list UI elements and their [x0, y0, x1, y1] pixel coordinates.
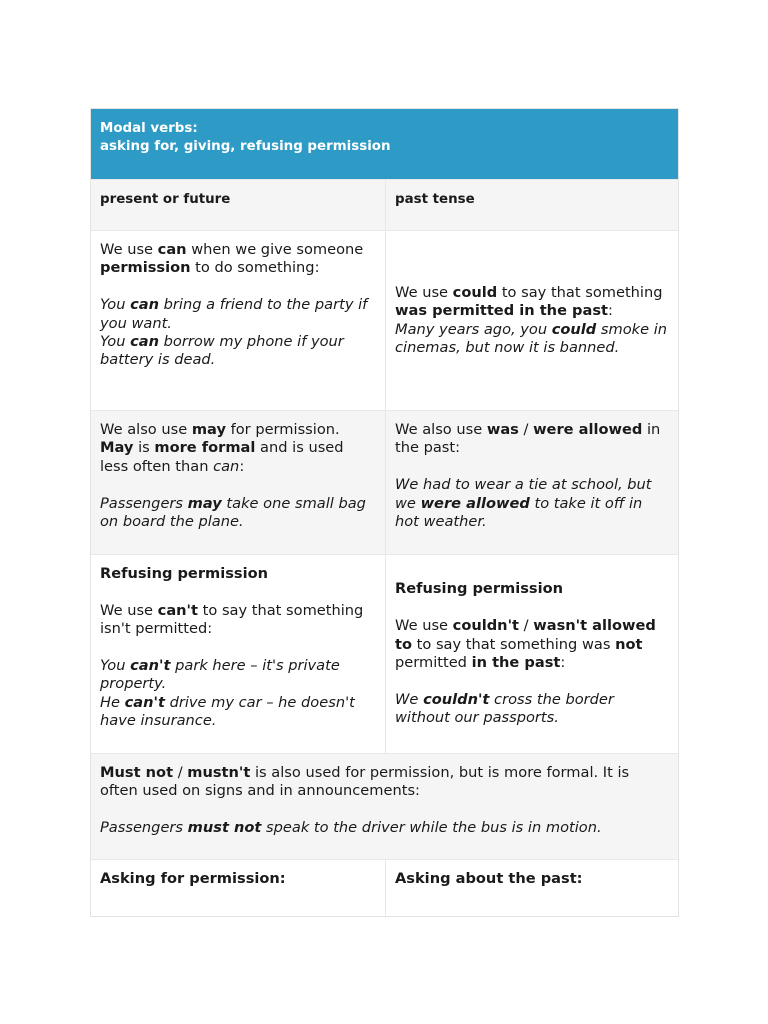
cell-could — [385, 231, 678, 410]
table-row-must-not — [91, 753, 678, 859]
table-subtitle: asking for, giving, refusing permission — [100, 139, 391, 154]
rule-text: We also use may for permission. — [100, 421, 340, 438]
table-row-refusing — [91, 554, 678, 753]
column-label-past: past tense — [385, 180, 678, 230]
example-sentence: He can't drive my car – he doesn't have insurance. — [100, 693, 355, 730]
rule-text: We use couldn't / wasn't allowed to to say that something was not permitted in the past: — [395, 617, 656, 671]
example-sentence: Passengers must not speak to the driver while the bus is in motion. — [100, 819, 602, 837]
example-sentence: Many years ago, you could smoke in cinemas, but now it is banned. — [395, 320, 668, 356]
section-title: Refusing permission — [395, 580, 564, 598]
cell-asking-permission: Asking for permission: — [100, 870, 286, 887]
column-header-row — [91, 179, 678, 230]
cell-must-not — [91, 754, 678, 859]
example-sentence: We couldn't cross the border without our passports. — [395, 690, 614, 727]
example-sentence: We had to wear a tie at school, but we were allowed to take it off in hot weather. — [395, 476, 652, 531]
rule-text: We use could to say that something was permitted in the past: — [395, 283, 663, 320]
rule-text: We use can't to say that something isn't permitted: — [100, 601, 364, 638]
modal-verbs-table — [90, 108, 679, 917]
rule-text: May is more formal and is used less often than can: — [100, 439, 344, 475]
column-label-present: present or future — [100, 192, 231, 207]
cell-can — [91, 231, 385, 410]
rule-text: We use can when we give someone permission to do something: — [100, 241, 364, 277]
example-sentence: You can't park here – it's private property. — [100, 657, 340, 693]
example-sentence: You can bring a friend to the party if you want. — [100, 296, 368, 332]
example-sentence: Passengers may take one small bag on board the plane. — [100, 494, 366, 531]
table-header — [91, 109, 678, 179]
table-row-can-could — [91, 230, 678, 410]
cell-may — [91, 411, 385, 554]
cell-was-allowed — [385, 411, 678, 554]
table-title: Modal verbs: — [100, 121, 198, 136]
table-row-asking — [91, 859, 678, 916]
table-row-may-allowed — [91, 410, 678, 554]
cell-couldnt — [385, 555, 678, 753]
rule-text: Must not / mustn't is also used for permission, but is more formal. It is often used on signs and in announcements: — [100, 764, 630, 800]
cell-asking-past: Asking about the past: — [385, 860, 678, 916]
cell-cant — [91, 555, 385, 753]
rule-text: We also use was / were allowed in the past: — [395, 421, 661, 457]
example-sentence: You can borrow my phone if your battery is dead. — [100, 333, 344, 369]
section-title: Refusing permission — [100, 565, 269, 582]
